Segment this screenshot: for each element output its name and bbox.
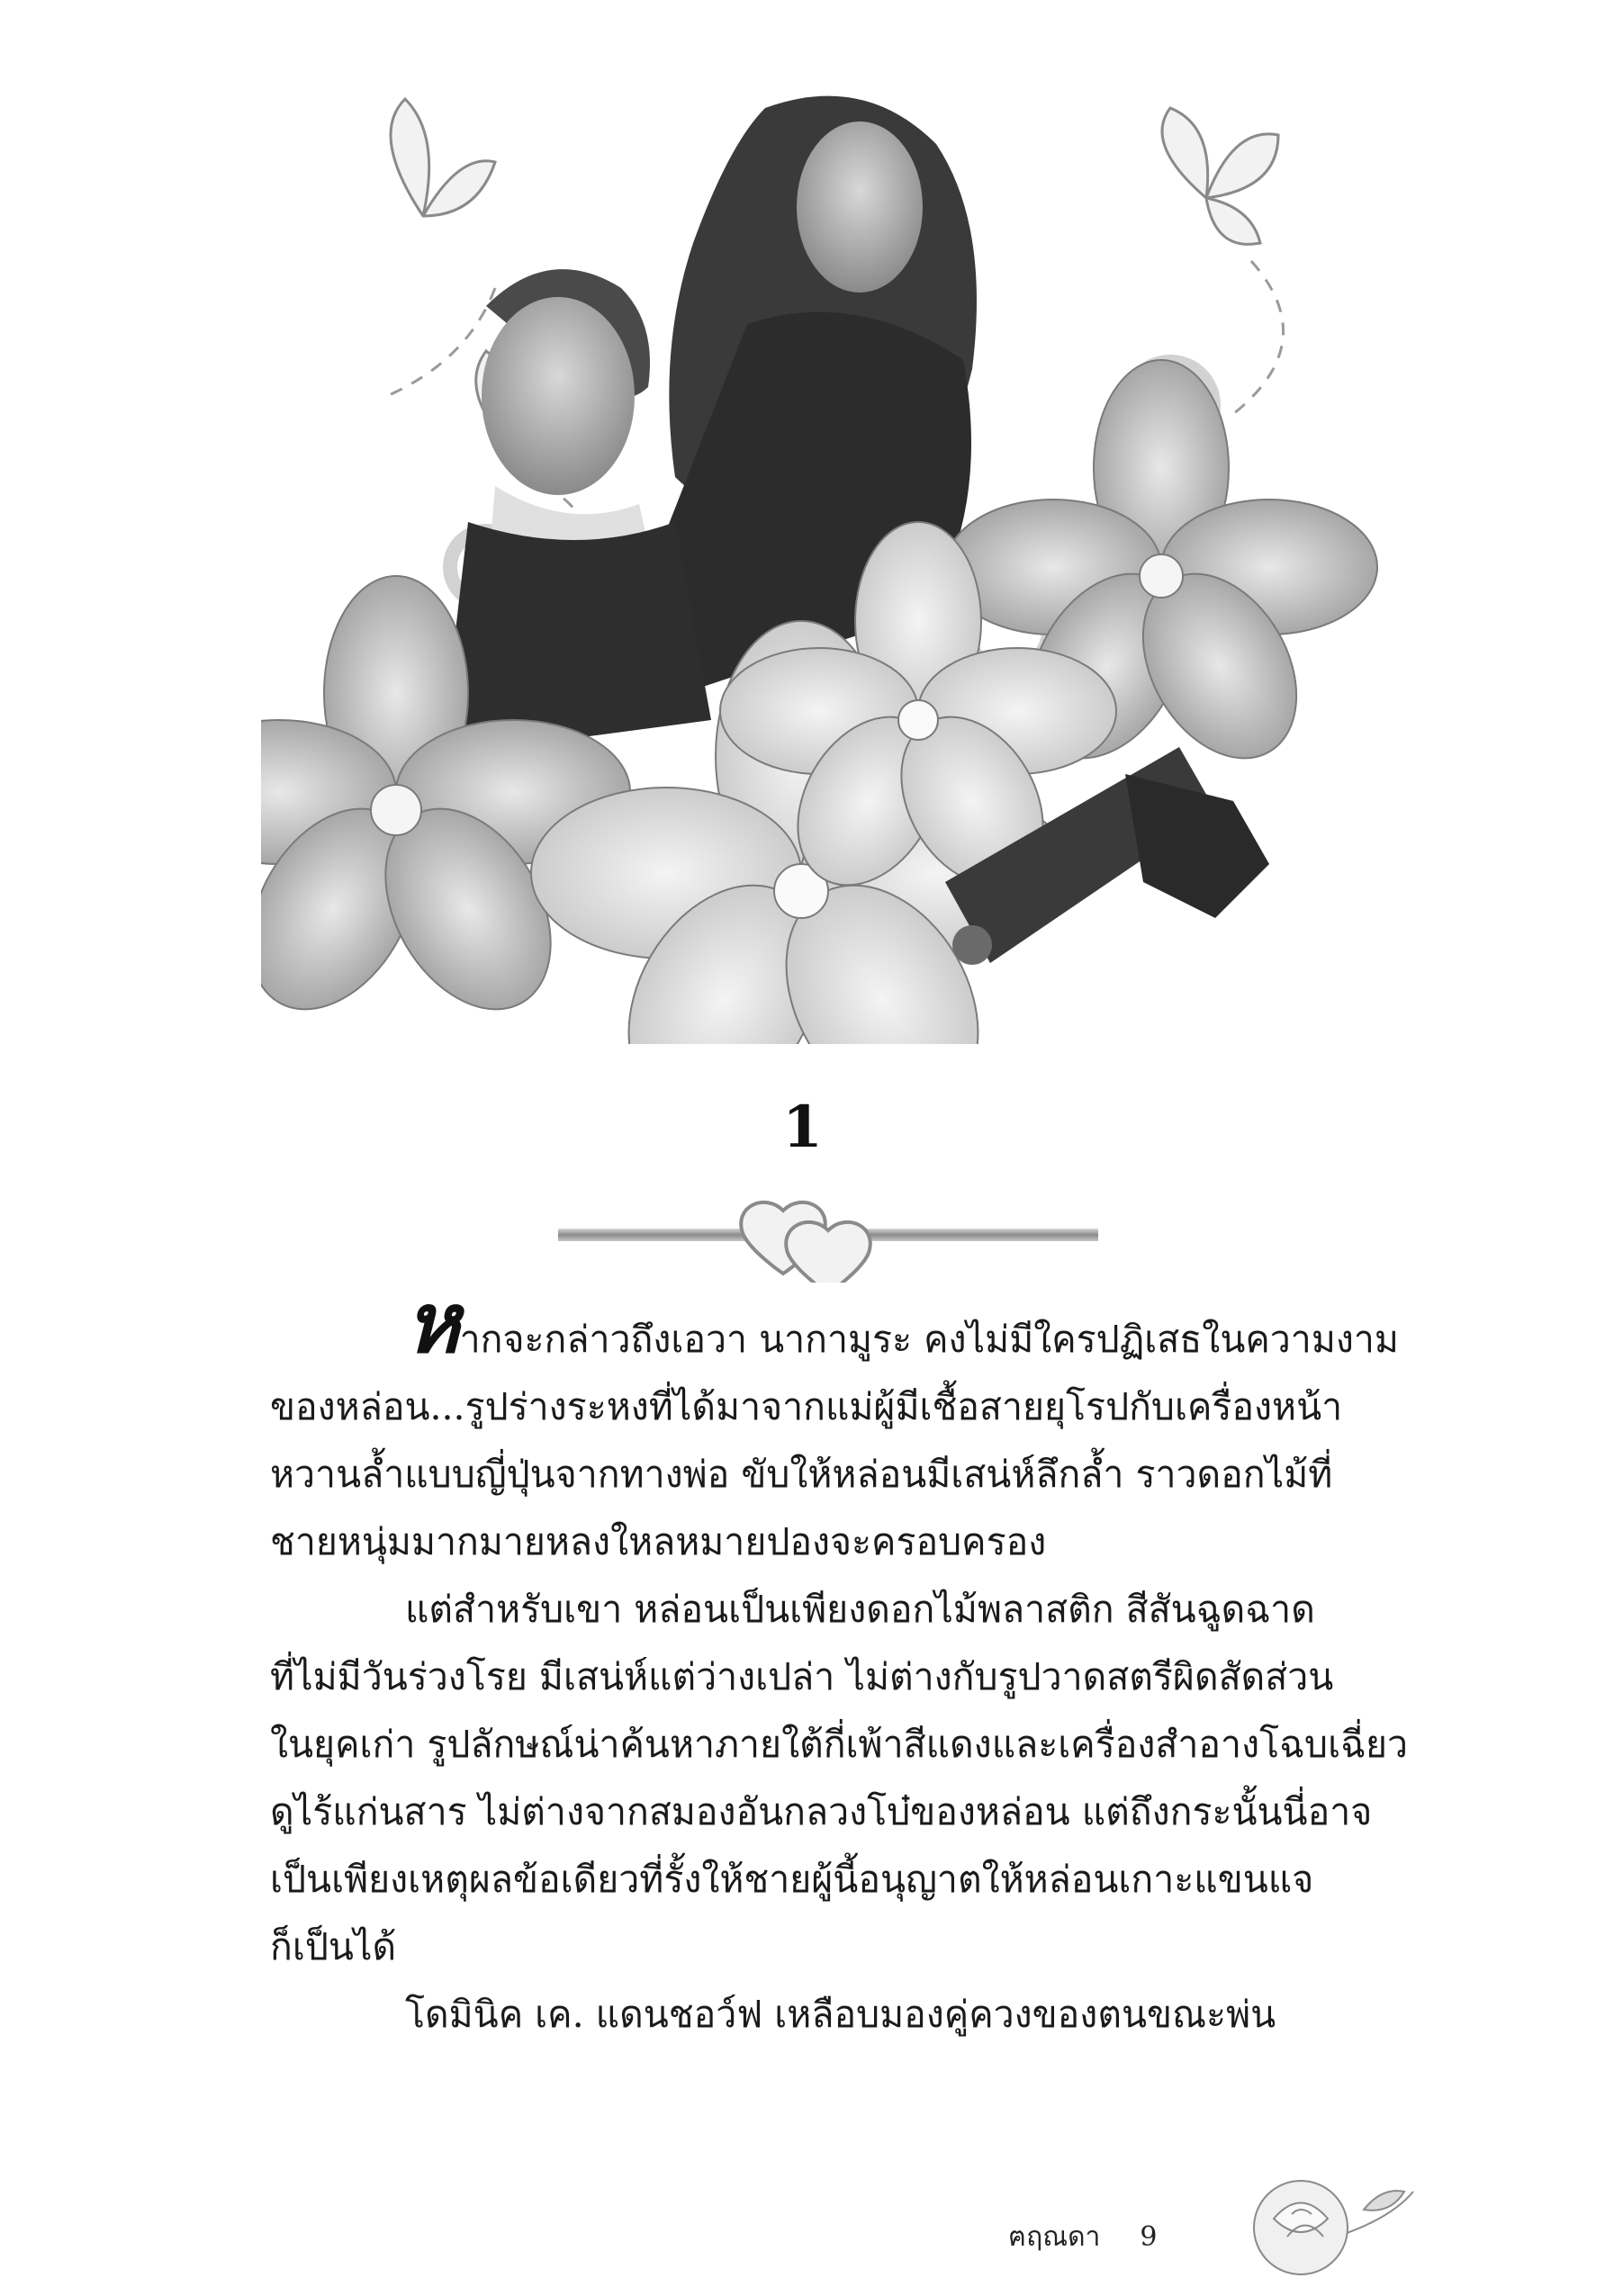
text-line: หากจะกล่าวถึงเอวา นากามูระ คงไม่มีใครปฏิเสธในความงาม xyxy=(405,1274,1399,1372)
text-line: ที่ไม่มีวันร่วงโรย มีเสน่ห์แต่ว่างเปล่า ไม่ต่างกับรูปวาดสตรีผิดสัดส่วน xyxy=(270,1655,1334,1698)
paragraph-1 xyxy=(270,1274,1404,1373)
text-line: ดูไร้แก่นสาร ไม่ต่างจากสมองอันกลวงโบ๋ของหล่อน แต่ถึงกระนั้นนี่อาจ xyxy=(270,1790,1373,1833)
text-line: เป็นเพียงเหตุผลข้อเดียวที่รั้งให้ชายผู้นี้อนุญาตให้หล่อนเกาะแขนแจ xyxy=(270,1858,1314,1901)
paragraph-3 xyxy=(270,1981,1404,2048)
man-figure xyxy=(441,269,711,756)
text-line: ในยุคเก่า รูปลักษณ์น่าค้นหาภายใต้กี่เพ้าสีแดงและเครื่องสำอางโฉบเฉี่ยว xyxy=(270,1723,1409,1766)
rose-icon xyxy=(1238,2156,1418,2282)
page-number: 9 xyxy=(1140,2220,1158,2253)
paragraph-1-cont xyxy=(270,1373,1404,1576)
text-line: ชายหนุ่มมากมายหลงใหลหมายปองจะครอบครอง xyxy=(270,1520,1047,1563)
text-line: ก็เป็นได้ xyxy=(270,1925,397,1968)
chapter-number: 1 xyxy=(782,1094,823,1161)
book-title: ฅฤณดา xyxy=(1008,2220,1101,2253)
text-line: ของหล่อน...รูปร่างระหงที่ได้มาจากแม่ผู้มีเชื้อสายยุโรปกับเครื่องหน้า xyxy=(270,1385,1343,1428)
drop-cap: ห xyxy=(405,1274,460,1372)
text-line: หวานล้ำแบบญี่ปุ่นจากทางพ่อ ขับให้หล่อนมีเสน่ห์ลึกล้ำ ราวดอกไม้ที่ xyxy=(270,1453,1333,1496)
chapter-divider xyxy=(558,1193,1098,1283)
text-line: แต่สำหรับเขา หล่อนเป็นเพียงดอกไม้พลาสติก สีสันฉูดฉาด xyxy=(405,1588,1315,1631)
text-line: โดมินิค เค. แดนชอว์ฟ เหลือบมองคู่ควงของตนขณะพ่น xyxy=(405,1993,1276,2036)
double-heart-icon xyxy=(741,1202,870,1283)
paragraph-2-cont xyxy=(270,1643,1409,1981)
cover-illustration xyxy=(261,54,1413,1044)
page-footer xyxy=(1008,2196,1158,2277)
paragraph-2 xyxy=(270,1576,1404,1643)
chapter-body xyxy=(270,1274,1409,2048)
